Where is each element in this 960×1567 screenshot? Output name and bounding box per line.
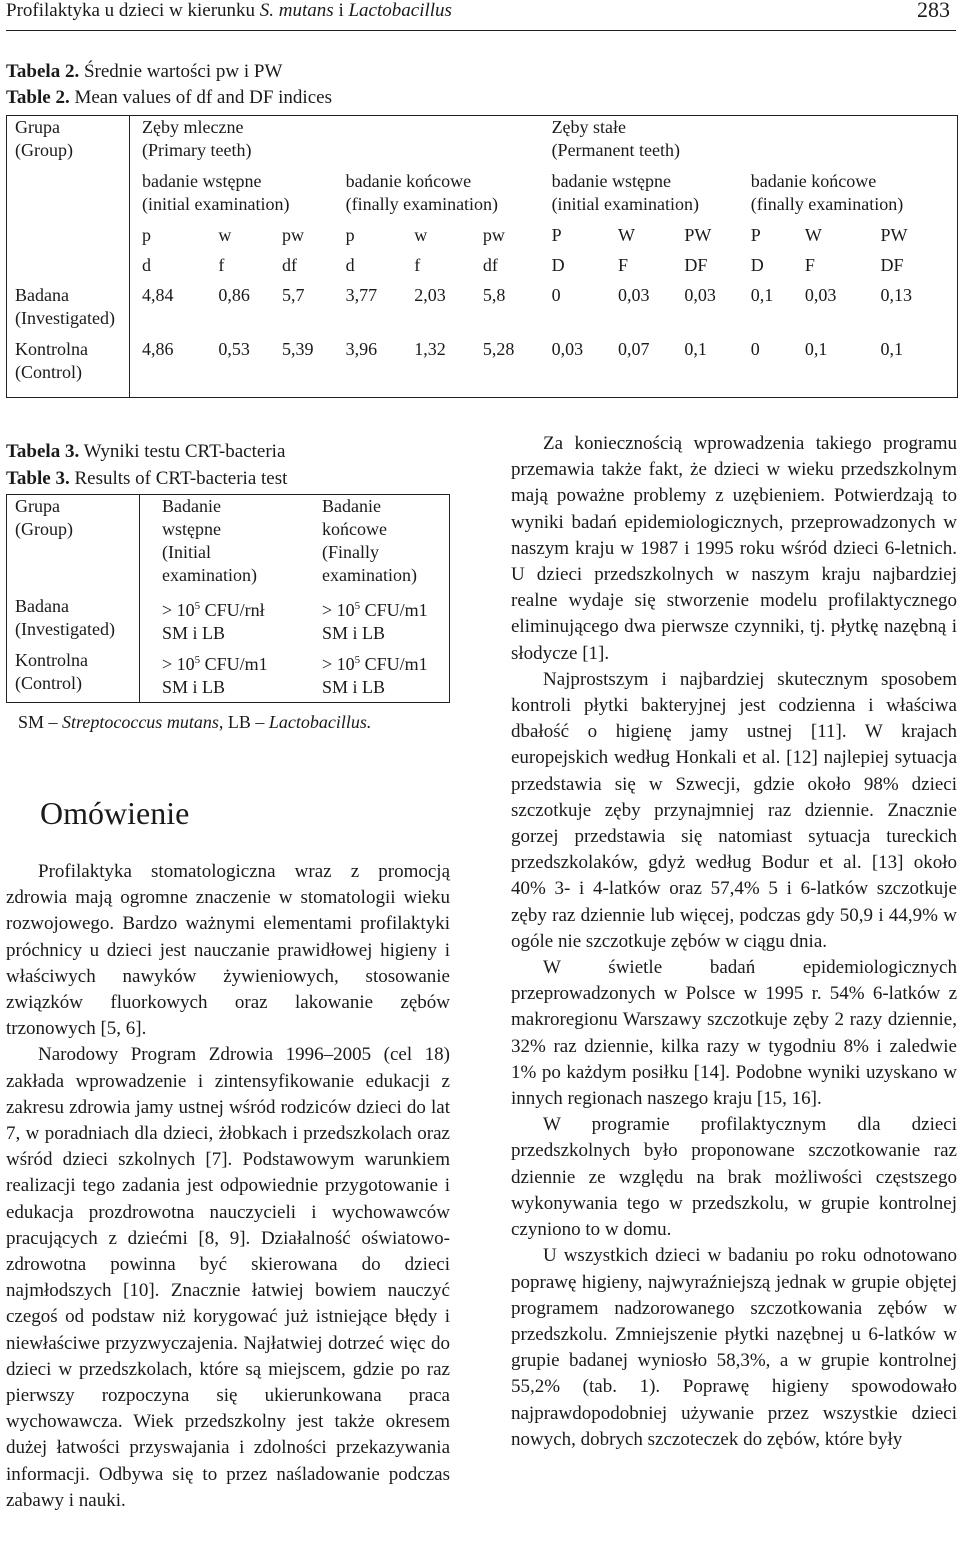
- table2-cell: PW: [684, 224, 712, 245]
- table2-cell: p: [142, 224, 151, 245]
- section-title: Omówienie: [40, 795, 190, 831]
- table2-cell: P: [551, 224, 562, 245]
- table3-footnote: SM – Streptococcus mutans, LB – Lactobacillus.: [18, 712, 372, 732]
- table3-col2-header: Badanie końcowe (Finally examination): [322, 496, 417, 585]
- table2-group-header: Grupa (Group): [7, 116, 130, 170]
- table2-cell: 4,84: [142, 284, 174, 305]
- right-column-text: [511, 431, 957, 1453]
- table2-cell: 0,53: [218, 338, 250, 359]
- table2-cell: F: [617, 254, 628, 275]
- table2-caption-pl: Tabela 2. Średnie wartości pw i PW: [6, 61, 283, 82]
- paragraph: Profilaktyka stomatologiczna wraz z promocją zdrowia mają ogromne znaczenie w stomatologii wieku rozwojowego. Bardzo ważnymi elementami profilaktyki próchnicy u dzieci jest nauczanie prawidłowej higieny i właściwych nawyków żywieniowych, stosowanie związków fluorkowych oraz lakowanie zębów trzonowych [5, 6].: [6, 861, 450, 1040]
- table2-row-group: Kontrolna (Control): [7, 338, 130, 398]
- table2-cell: 5,39: [281, 338, 314, 359]
- table2-cell: f: [218, 254, 225, 275]
- table2-cell: 0,1: [880, 338, 904, 359]
- table2-cell: 0,03: [804, 284, 837, 305]
- table2-cell: 5,7: [281, 284, 305, 305]
- table2-exam-header: badanie wstępne (initial examination): [551, 170, 700, 214]
- table2-cell: 4,86: [142, 338, 174, 359]
- table2-row-group: Badana (Investigated): [7, 284, 130, 338]
- table2-cell: 0,1: [804, 338, 828, 359]
- table2-cell: PW: [880, 224, 908, 245]
- table2-cell: 1,32: [414, 338, 446, 359]
- table2-cell: 0,13: [880, 284, 913, 305]
- table3-cell: > $10^5$ CFU/rnł SM i LB: [162, 599, 265, 643]
- table2-cell: 0,07: [617, 338, 650, 359]
- table3-row-group: Badana (Investigated): [7, 595, 140, 649]
- table2-cell: 3,96: [345, 338, 378, 359]
- table2-exam-header: badanie końcowe (finally examination): [345, 170, 499, 214]
- paragraph: Za koniecznością wprowadzenia takiego programu przemawia także fakt, że dzieci w wieku przedszkolnym mają poważne problemy z uzębieniem. Potwierdzają to wyniki badań epidemiologicznych, przeprowadzonych w naszym kraju w 1987 i 1995 roku wśród dzieci 6-letnich. U dzieci przedszkolnych w naszym kraju najbardziej realne wydaje się stworzenie modelu profilaktycznego eliminującego dwa pierwsze czynniki, tj. płytkę nazębną i słodycze [1].: [511, 433, 957, 664]
- paragraph: Najprostszym i najbardziej skutecznym sposobem kontroli płytki bakteryjnej jest codzienna i właściwa dbałość o higienę jamy ustnej [11]. W krajach europejskich według Honkali et al. [12] najlepiej sytuacja przedstawia się w Szwecji, gdzie około 98% dzieci szczotkuje zęby przynajmniej raz dziennie. Znacznie gorzej przedstawia się natomiast sytuacja tureckich przedszkolaków, gdyż według Bodur et al. [13] około 40% 3- i 4-latków oraz 57,4% 5 i 6-latków szczotkuje zęby raz dziennie lub więcej, podczas gdy 50,9 i 44,9% w ogóle nie szczotkuje zębów w ciągu dnia.: [511, 668, 957, 952]
- table3-group-header: Grupa (Group): [7, 495, 140, 595]
- table2-cell: 0,03: [551, 338, 584, 359]
- table2-cell: W: [617, 224, 635, 245]
- table2-cell: 0,86: [218, 284, 250, 305]
- paragraph: W programie profilaktycznym dla dzieci przedszkolnych było proponowane szczotkowanie raz dziennie ze względu na brak możliwości częstszego wykonywania tego w przedszkolu, w grupie kontrolnej czyniono to w domu.: [511, 1114, 957, 1241]
- table2-cell: D: [551, 254, 565, 275]
- table3: [6, 494, 450, 703]
- table2-cell: d: [345, 254, 355, 275]
- table3-caption-pl: Tabela 3. Wyniki testu CRT-bacteria: [6, 441, 286, 462]
- table2-cell: W: [804, 224, 822, 245]
- table2-permanent-header: Zęby stałe (Permanent teeth): [551, 117, 681, 160]
- table2-cell: DF: [880, 254, 904, 275]
- table2-cell: pw: [482, 224, 505, 245]
- table2-cell: 0,03: [617, 284, 650, 305]
- table2-cell: 0: [551, 284, 561, 305]
- running-title: Profilaktyka u dzieci w kierunku S. mutans i Lactobacillus: [6, 0, 452, 21]
- table2-cell: d: [142, 254, 151, 275]
- table2-exam-header: badanie końcowe (finally examination): [750, 170, 904, 214]
- paragraph: U wszystkich dzieci w badaniu po roku odnotowano poprawę higieny, najwyraźniejszą jednak w grupie objętej programem nadzorowanego szczotkowania zębów w przedszkolu. Zmniejszenie płytki nazębnej u 6-latków w grupie badanej wyniosło 58,3%, a w grupie kontrolnej 55,2% (tab. 1). Poprawę higieny spowodowało najprawdopodobniej używanie przez wszystkie dzieci nowych, dobrych szczoteczek do zębów, które były: [511, 1245, 957, 1450]
- paragraph: W świetle badań epidemiologicznych przeprowadzonych w Polsce w 1995 r. 54% 6-latków z makroregionu Warszawy szczotkuje zęby 2 razy dziennie, 32% raz dziennie, kilka razy w tygodniu 8% i zaledwie 1% po każdym posiłku [14]. Podobne wyniki uzyskano w innych regionach naszego kraju [15, 16].: [511, 957, 957, 1110]
- table2-cell: 2,03: [414, 284, 446, 305]
- table2-cell: pw: [281, 224, 304, 245]
- table2-caption-en: Table 2. Mean values of df and DF indices: [6, 87, 332, 108]
- table2-cell: 0,1: [684, 338, 707, 359]
- table2-cell: 0: [750, 338, 760, 359]
- table2-cell: w: [218, 224, 232, 245]
- table2-cell: df: [281, 254, 297, 275]
- table2-cell: 0,03: [684, 284, 716, 305]
- table2-cell: F: [804, 254, 815, 275]
- paragraph: Narodowy Program Zdrowia 1996–2005 (cel 18) zakłada wprowadzenie i zintensyfikowanie edukacji z zakresu zdrowia jamy ustnej wśród rodziców dzieci do lat 7, w poradniach dla dzieci, żłobkach i przedszkolach oraz wśród dzieci szkolnych [7]. Podstawowym warunkiem realizacji tego zadania jest odpowiednie przygotowanie i edukacja prozdrowotna nauczycieli i wychowawców pracujących z dziećmi [8, 9]. Działalność oświatowo-zdrowotna powinna być skierowana do dzieci najmłodszych [10]. Znacznie łatwiej bowiem nauczyć czegoś od podstaw niż korygować już istniejące błędy i niewłaściwe przyzwyczajenia. Najłatwiej dotrzeć więc do dzieci w przedszkolach, które są miejscem, gdzie po raz pierwszy rozpoczyna się ukierunkowana praca wychowawcza. Wiek przedszkolny jest także okresem dużej łatwości przyswajania i zdolności przekazywania informacji. Odbywa się to przez naśladowanie podczas zabawy i nauki.: [6, 1044, 450, 1511]
- table2-cell: w: [414, 224, 428, 245]
- table2-cell: DF: [684, 254, 708, 275]
- table2-cell: p: [345, 224, 355, 245]
- table2-primary-header: Zęby mleczne (Primary teeth): [142, 117, 252, 160]
- table3-cell: > $10^5$ CFU/m1 SM i LB: [322, 599, 428, 643]
- table3-row-group: Kontrolna (Control): [7, 649, 140, 703]
- table2-cell: 0,1: [750, 284, 774, 305]
- table3-cell: > $10^5$ CFU/m1 SM i LB: [322, 653, 428, 697]
- table2-cell: 3,77: [345, 284, 378, 305]
- table2-cell: D: [750, 254, 764, 275]
- page-number: 283: [917, 0, 950, 22]
- table2-cell: f: [414, 254, 421, 275]
- table2-cell: 5,8: [482, 284, 506, 305]
- left-column-text: [6, 859, 450, 1514]
- running-header: [6, 0, 956, 31]
- table3-cell: > $10^5$ CFU/m1 SM i LB: [162, 653, 268, 697]
- table2-exam-header: badanie wstępne (initial examination): [142, 170, 290, 214]
- table2: [6, 115, 958, 398]
- table2-cell: P: [750, 224, 761, 245]
- table2-cell: 5,28: [482, 338, 515, 359]
- table3-caption-en: Table 3. Results of CRT-bacteria test: [6, 468, 288, 489]
- table3-col1-header: Badanie wstępne (Initial examination): [162, 496, 257, 585]
- table2-cell: df: [482, 254, 498, 275]
